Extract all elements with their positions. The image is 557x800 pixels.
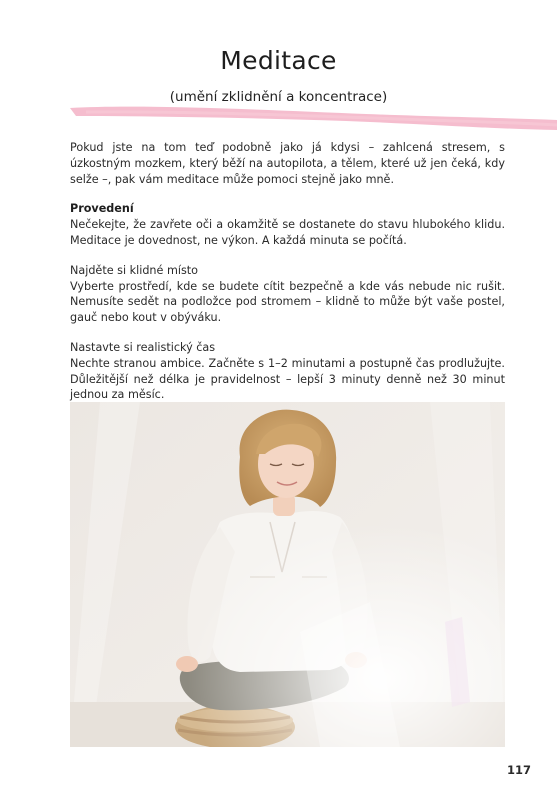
page-subtitle: (umění zklidnění a koncentrace) bbox=[169, 89, 388, 105]
section-text-provedeni: Nečekejte, že zavřete oči a okamžitě se dostanete do stavu hlubokého klidu. Meditace je dovednost, ne výkon. A každá minuta se počítá. bbox=[70, 218, 505, 247]
section-text-cas: Nechte stranou ambice. Začněte s 1–2 minutami a postupně čas prodlužujte. Důležitější než délka je pravidelnost – lepší 3 minuty denně než 30 minut jednou za měsíc. bbox=[70, 356, 505, 402]
section-heading-cas: Nastavte si realistický čas bbox=[70, 340, 216, 354]
page-title: Meditace bbox=[220, 46, 337, 75]
meditation-photo bbox=[70, 402, 505, 747]
page-number: 117 bbox=[506, 763, 531, 777]
section-heading-misto: Najděte si klidné místo bbox=[70, 263, 199, 277]
text-content bbox=[70, 140, 505, 403]
section-heading-provedeni: Provedení bbox=[70, 202, 134, 216]
section-text-misto: Vyberte prostředí, kde se budete cítit bezpečně a kde vás nebude nic rušit. Nemusíte sedět na podložce pod stromem – klidně to může být vaše postel, gauč nebo kout v obýváku. bbox=[70, 279, 505, 325]
intro-paragraph: Pokud jste na tom teď podobně jako já kdysi – zahlcená stresem, s úzkostným mozkem, který běží na autopilota, a tělem, které už jen čeká, kdy selže –, pak vám meditace může pomoci stejně jako mně. bbox=[70, 141, 505, 186]
pink-brush-stroke bbox=[66, 104, 557, 134]
